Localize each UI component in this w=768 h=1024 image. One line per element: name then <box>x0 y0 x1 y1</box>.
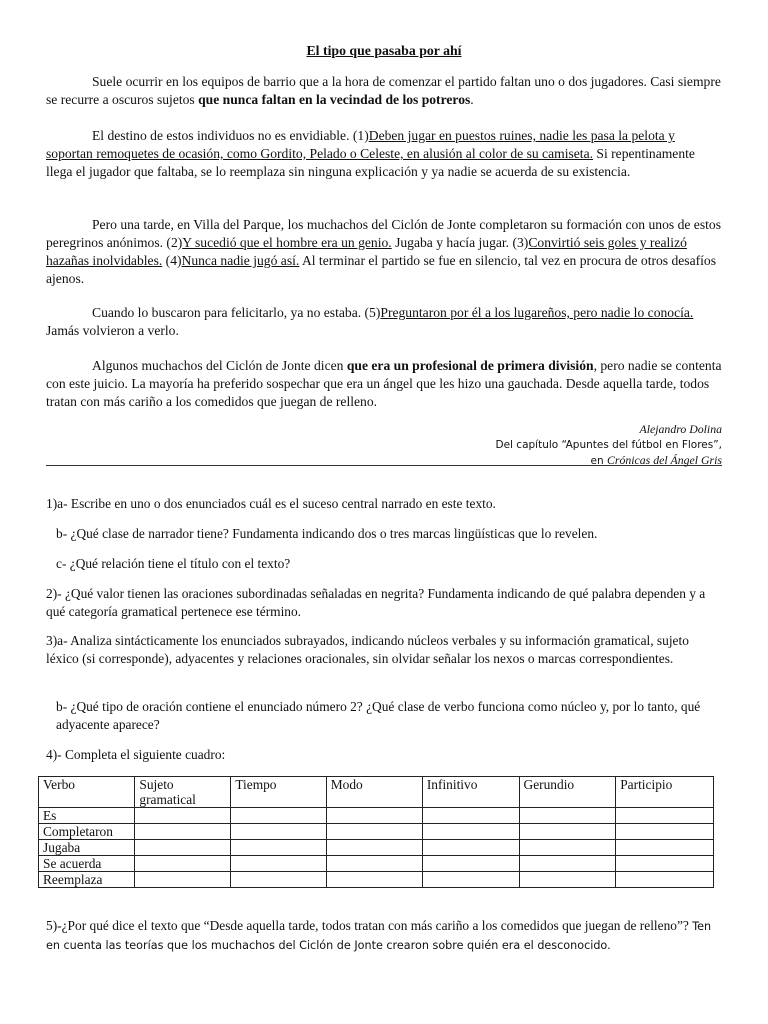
p5-text: Algunos muchachos del Ciclón de Jonte dicen <box>92 358 347 373</box>
answer-cell <box>326 872 422 888</box>
answer-cell <box>616 872 714 888</box>
answer-cell <box>135 856 231 872</box>
paragraph-1 <box>46 73 722 109</box>
p5-bold-clause: que era un profesional de primera división <box>346 358 594 373</box>
question-5 <box>46 917 722 955</box>
answer-cell <box>135 840 231 856</box>
underlined-sentence-5: Preguntaron por él a los lugareños, pero nadie lo conocía. <box>380 305 694 320</box>
verb-cell: Es <box>39 808 135 824</box>
paragraph-2 <box>46 127 722 181</box>
answer-cell <box>422 872 519 888</box>
question-4: 4)- Completa el siguiente cuadro: <box>46 747 226 762</box>
answer-cell <box>519 856 616 872</box>
answer-cell <box>519 824 616 840</box>
paragraph-3 <box>46 216 722 288</box>
answer-cell <box>231 872 326 888</box>
verb-table <box>38 776 714 888</box>
p5-text-end: , pero nadie se contenta con este juicio. La mayoría ha preferido sospechar que era un ángel que les hizo una gauchada. Desde aquella tarde, todos tratan con más cariño a los comedidos que juegan de relleno. <box>46 358 722 409</box>
question-1b: b- ¿Qué clase de narrador tiene? Fundamenta indicando dos o tres marcas lingüísticas que lo revelen. <box>56 526 598 541</box>
signature-book: Crónicas del Ángel Gris <box>606 453 722 467</box>
table-row <box>39 856 714 872</box>
answer-cell <box>231 840 326 856</box>
answer-cell <box>326 824 422 840</box>
header-cell: Verbo <box>39 777 135 808</box>
p1-bold-clause: que nunca faltan en la vecindad de los potreros <box>198 92 471 107</box>
header-cell: Tiempo <box>231 777 326 808</box>
answer-cell <box>422 824 519 840</box>
table-row <box>39 840 714 856</box>
p3-text-b: Jugaba y hacía jugar. (3) <box>391 235 529 250</box>
underlined-sentence-1: Deben jugar en puestos ruines, nadie les pasa la pelota y soportan remoquetes de ocasión, como Gordito, Pelado o Celeste, en alusión al color de su camiseta. <box>46 128 675 161</box>
signature-author: Alejandro Dolina <box>639 422 722 436</box>
answer-cell <box>422 840 519 856</box>
question-3b: b- ¿Qué tipo de oración contiene el enunciado número 2? ¿Qué clase de verbo funciona como núcleo y, por lo tanto, qué adyacente aparece? <box>56 699 701 732</box>
answer-cell <box>519 872 616 888</box>
p3-text-c: (4) <box>162 253 182 268</box>
p4-text: Cuando lo buscaron para felicitarlo, ya no estaba. (5) <box>92 305 381 320</box>
answer-cell <box>519 840 616 856</box>
verb-cell: Se acuerda <box>39 856 135 872</box>
answer-cell <box>326 840 422 856</box>
p1-end: . <box>470 92 474 107</box>
signature-chapter: Del capítulo “Apuntes del fútbol en Flores”, <box>495 438 722 451</box>
paragraph-5 <box>46 357 722 411</box>
paragraph-4 <box>46 304 722 340</box>
answer-cell <box>231 808 326 824</box>
question-1c: c- ¿Qué relación tiene el título con el texto? <box>56 556 291 571</box>
question-3a: 3)a- Analiza sintácticamente los enunciados subrayados, indicando núcleos verbales y su información gramatical, sujeto léxico (si corresponde), adyacentes y relaciones oracionales, sin olvidar señalar los nexos o marcas correspondientes. <box>46 633 689 666</box>
p3-text: Pero una tarde, en Villa del Parque, los muchachos del Ciclón de Jonte completaron su formación con unos de estos peregrinos anónimos. (2) <box>46 217 721 250</box>
underlined-sentence-2: Y sucedió que el hombre era un genio. <box>182 235 392 250</box>
answer-cell <box>616 856 714 872</box>
answer-cell <box>616 808 714 824</box>
p4-text-end: Jamás volvieron a verlo. <box>46 323 179 338</box>
signature-in: en <box>590 455 607 467</box>
header-cell: Infinitivo <box>422 777 519 808</box>
table-row <box>39 872 714 888</box>
answer-cell <box>135 824 231 840</box>
p1-text: Suele ocurrir en los equipos de barrio que a la hora de comenzar el partido faltan uno o dos jugadores. Casi siempre se recurre a oscuros sujetos <box>46 74 721 107</box>
question-1a: 1)a- Escribe en uno o dos enunciados cuál es el suceso central narrado en este texto. <box>46 496 496 511</box>
answer-cell <box>616 840 714 856</box>
answer-cell <box>326 856 422 872</box>
underlined-sentence-3: Convirtió seis goles y realizó hazañas inolvidables. <box>46 235 687 268</box>
question-5-text: 5)-¿Por qué dice el texto que “Desde aquella tarde, todos tratan con más cariño a los comedidos que juegan de relleno”? <box>46 918 693 933</box>
answer-cell <box>135 808 231 824</box>
question-5-hint: Ten en cuenta las teorías que los muchachos del Ciclón de Jonte crearon sobre quién era el desconocido. <box>46 920 712 952</box>
p2-text-end: Si repentinamente llega el jugador que faltaba, se lo reemplaza sin ninguna explicación y ya nadie se acuerda de su existencia. <box>46 146 695 179</box>
question-2: 2)- ¿Qué valor tienen las oraciones subordinadas señaladas en negrita? Fundamenta indicando de qué palabra dependen y a qué categoría gramatical pertenece ese término. <box>46 586 706 619</box>
signature-block <box>496 422 723 470</box>
p3-text-d: Al terminar el partido se fue en silencio, tal vez en procura de otros desafíos ajenos. <box>46 253 717 286</box>
header-cell: Participio <box>616 777 714 808</box>
header-cell: Modo <box>326 777 422 808</box>
answer-cell <box>231 824 326 840</box>
separator-line <box>46 465 722 466</box>
answer-cell <box>422 808 519 824</box>
answer-cell <box>231 856 326 872</box>
answer-cell <box>326 808 422 824</box>
answer-cell <box>422 856 519 872</box>
table-header-row <box>39 777 714 808</box>
table-row <box>39 824 714 840</box>
answer-cell <box>616 824 714 840</box>
header-cell: Sujeto gramatical <box>135 777 231 808</box>
table-row <box>39 808 714 824</box>
answer-cell <box>135 872 231 888</box>
answer-cell <box>519 808 616 824</box>
verb-cell: Reemplaza <box>39 872 135 888</box>
document-title: El tipo que pasaba por ahí <box>306 43 462 58</box>
p2-text: El destino de estos individuos no es envidiable. (1) <box>92 128 369 143</box>
underlined-sentence-4: Nunca nadie jugó así. <box>181 253 300 268</box>
header-cell: Gerundio <box>519 777 616 808</box>
verb-cell: Completaron <box>39 824 135 840</box>
verb-cell: Jugaba <box>39 840 135 856</box>
